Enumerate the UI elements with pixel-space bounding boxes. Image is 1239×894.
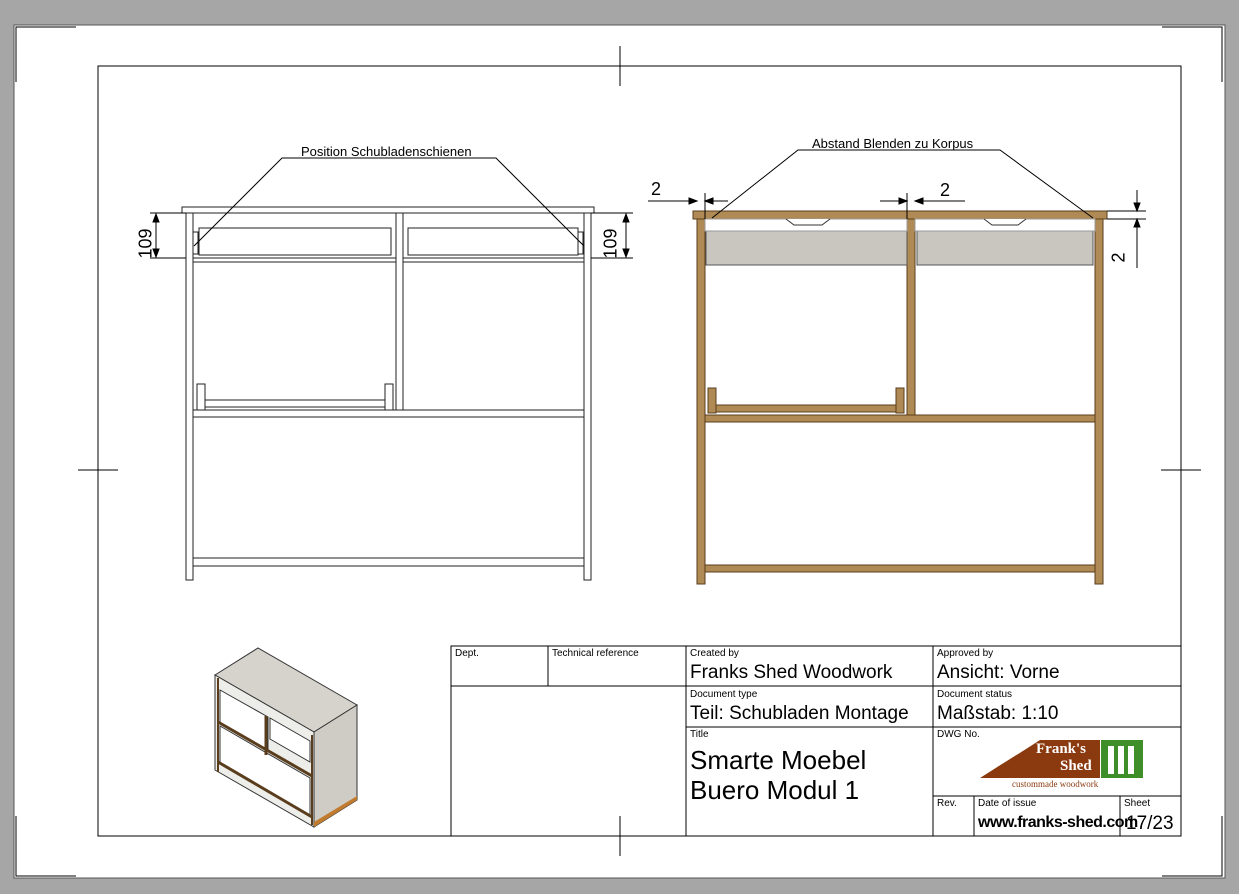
title-line-2: Buero Modul 1 (690, 775, 860, 805)
title-line-1: Smarte Moebel (690, 745, 867, 775)
dim-2-left: 2 (651, 179, 662, 199)
dwg-number-label: DWG No. (937, 729, 980, 740)
date-of-issue-value: www.franks-shed.com (978, 814, 1138, 831)
label-drawer-rail-position: Position Schubladenschienen (301, 144, 472, 159)
logo-tagline: custommade woodwork (1012, 779, 1099, 789)
technical-reference-label: Technical reference (552, 648, 639, 659)
logo-text-line1: Frank's (1036, 741, 1087, 757)
document-type-value: Teil: Schubladen Montage (690, 703, 909, 724)
sheet-value: 17/23 (1126, 813, 1174, 834)
approved-by-label: Approved by (937, 648, 994, 659)
document-type-label: Document type (690, 689, 758, 700)
title-label: Title (690, 729, 709, 740)
dim-2-right: 2 (1108, 252, 1129, 263)
created-by-label: Created by (690, 648, 739, 659)
dim-2-middle: 2 (940, 180, 951, 200)
logo-text-line2: Shed (1060, 758, 1092, 774)
label-front-gap: Abstand Blenden zu Korpus (812, 136, 974, 151)
document-status-label: Document status (937, 689, 1013, 700)
dim-109-right: 109 (600, 228, 621, 259)
revision-label: Rev. (937, 798, 957, 809)
dim-109-left: 109 (135, 228, 156, 259)
approved-by-value: Ansicht: Vorne (937, 662, 1060, 683)
sheet-label: Sheet (1124, 798, 1151, 809)
document-status-value: Maßstab: 1:10 (937, 703, 1059, 724)
date-of-issue-label: Date of issue (978, 798, 1037, 809)
created-by-value: Franks Shed Woodwork (690, 662, 893, 683)
dept-label: Dept. (455, 648, 479, 659)
